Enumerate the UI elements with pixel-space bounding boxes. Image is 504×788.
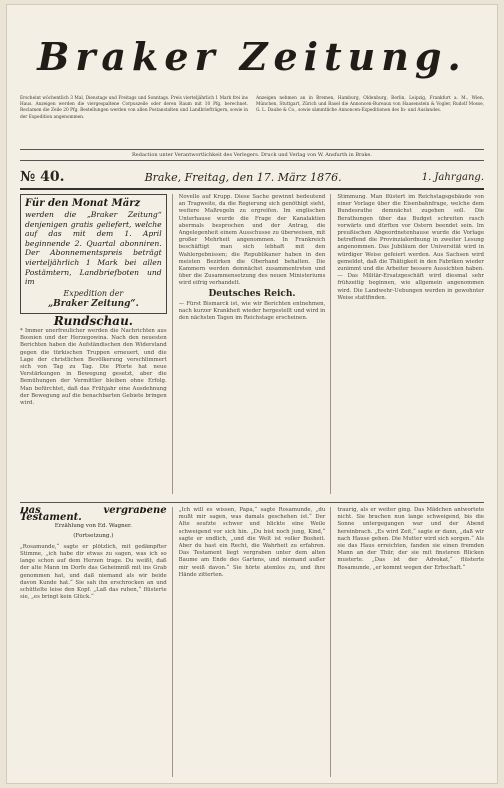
feuilleton-continuation: (Fortsetzung.) bbox=[73, 532, 114, 539]
imprint-block bbox=[20, 96, 484, 121]
column-3-text: Stimmung. Man flüstert im Reichstagsgebäude von einer Vorlage über die Eisenbahnfrage, welche dem Bundesrathe demnächst zugehen soll. Die Berathungen über das Budget schreiten rasch vorwärts und dürften vor Ostern beendet sein. Im preußischen Abgeordnetenhause wurde die Vorlage betreffend die Provinzialordnung in zweiter Lesung angenommen. Das Jubiläum der Universität wird in würdiger Weise gefeiert werden. Aus Sachsen wird gemeldet, daß die Thätigkeit in den Fabriken wieder zunimmt und die Arbeiter bessere Aussichten haben. — Das Militär-Ersatzgeschäft wird diesmal sehr frühzeitig beginnen, wie allgemein angenommen wird. Die Landwehr-Uebungen werden in gewohnter Weise stattfinden. bbox=[337, 194, 485, 301]
feuilleton-column bbox=[20, 507, 173, 777]
masthead-title: Braker Zeitung. bbox=[37, 34, 467, 79]
notice-heading: Für den Monat März bbox=[25, 198, 141, 209]
feuilleton-text: „Rosamunde,“ sagte er plötzlich, mit gedämpfter Stimme, „ich habe dir etwas zu sagen, was ich so lange schon auf dem Herzen trage. Du weißt, daß der alte Mann im Dorfe das Geheimniß mit ins Grab genommen hat, und daß niemand als wir beide davon Kunde hat.“ Sie sah ihn erschrocken an und schüttelte leise den Kopf. „Laß das ruhen,“ flüsterte sie, „es bringt kein Glück.“ bbox=[20, 543, 167, 601]
issue-date: Brake, Freitag, den 17. März 1876. bbox=[144, 170, 342, 184]
imprint-right: Anzeigen nehmen an in Bremen, Hamburg, Oldenburg, Berlin, Leipzig, Frankfurt a. M., Wien, München, Stuttgart, Zürich und Basel die Annoncen-Bureaux von Haasenstein & Vogler, Rudolf Mosse, G. L. Daube & Co., sowie sämmtliche Annoncen-Expeditionen des In- und Auslandes. bbox=[256, 96, 484, 114]
dateline bbox=[20, 166, 484, 190]
upper-columns bbox=[20, 194, 484, 494]
notice-paper-name: „Braker Zeitung“. bbox=[47, 298, 139, 309]
imprint-left: Erscheint wöchentlich 3 Mal, Dienstags und Freitags und Sonntags. Preis vierteljährlich 1 Mark frei ins Haus. Anzeigen werden die viergespaltene Corpuszeile oder deren Raum mit 10 Pfg. berechnet. Reclamen die Zeile 20 Pfg. Bestellungen werden von allen Postanstalten und Landbriefträgern, sowie in der Expedition angenommen. bbox=[20, 96, 248, 120]
redaction-line: Redaction unter Verantwortlichkeit des Verlegers. Druck und Verlag von W. Ansfurth in Brake. bbox=[20, 149, 484, 161]
story-column-2 bbox=[179, 507, 332, 777]
story-text-3: traurig, als er weiter ging. Das Mädchen antwortete nicht. Sie brachen nun lange schweigend, bis die Sonne untergegangen war und der Abend hereinbrach. „Es wird Zeit,“ sagte er dann, „daß wir nach Hause gehen. Die Mutter wird sich sorgen.“ Als sie das Haus erreichten, fanden sie einen fremden Mann an der Thür, der sie mit finsteren Blicken musterte. „Das ist der Advokat,“ flüsterte Rosamunde, „er kommt wegen der Erbschaft.“ bbox=[337, 507, 485, 571]
column-1 bbox=[20, 194, 173, 494]
subscription-notice bbox=[20, 194, 167, 314]
feuilleton-title: Das vergrabene Testament. bbox=[20, 507, 167, 524]
issue-year: 1. Jahrgang. bbox=[421, 171, 484, 183]
section-rundschau: Rundschau. bbox=[53, 313, 133, 328]
deutsches-reich-text: — Fürst Bismarck ist, wie wir Berichten entnehmen, nach kurzer Krankheit wieder hergestellt und wird in den nächsten Tagen im Reichstage erscheinen. bbox=[178, 300, 326, 322]
notice-body: werden die „Braker Zeitung“ denjenigen gratis geliefert, welche auf das mit dem 1. April beginnende 2. Quartal abonniren. Der Abonnementspreis beträgt vierteljährlich 1 Mark bei allen Postämtern, Landbriefboten und im bbox=[25, 210, 162, 287]
feuilleton-byline: Erzählung von Ed. Wagner. bbox=[54, 523, 132, 530]
column-3 bbox=[337, 194, 484, 494]
story-text-2: „Ich will es wissen, Papa,“ sagte Rosamunde, „du mußt mir sagen, was damals geschehen ist.“ Der Alte seufzte schwer und blickte eine Weile schweigend vor sich hin. „Du bist noch jung, Kind,“ sagte er endlich, „und die Welt ist voller Bosheit. Aber du hast ein Recht, die Wahrheit zu erfahren. Das Testament liegt vergraben unter dem alten Baume am Ende des Gartens, und niemand außer mir weiß davon.“ Sie hörte atemlos zu, und ihre Hände zitterten. bbox=[178, 507, 326, 578]
notice-expedition: Expedition der bbox=[63, 288, 124, 298]
issue-number: № 40. bbox=[20, 169, 65, 185]
story-column-3 bbox=[337, 507, 484, 777]
column-2-text: Novelle auf Krupp. Diese Sache gewinnt bedeutend an Tragweite, da die Regierung sich genöthigt sieht, weitere Maßregeln zu ergreifen. Im englischen Unterhause wurde die Frage der Kanalaktien abermals besprochen und der Antrag, die Angelegenheit einem Ausschusse zu überweisen, mit großer Mehrheit angenommen. In Frankreich beschäftigt man sich lebhaft mit den Wahlergebnissen; die Republikaner haben in den meisten Bezirken die Oberhand behalten. Die Kammern werden demnächst zusammentreten und über die Zusammensetzung des neuen Ministeriums wird eifrig verhandelt. bbox=[178, 194, 326, 287]
newspaper-page bbox=[6, 4, 498, 784]
rundschau-text: * Immer unerfreulicher werden die Nachrichten aus Bosnien und der Herzegowina. Nach den neuesten Berichten haben die Aufständischen den Widerstand gegen die türkischen Truppen erneuert, und die Lage der christlichen Bevölkerung verschlimmert sich von Tag zu Tag. Die Pforte hat neue Verstärkungen in Bewegung gesetzt, aber die Bemühungen der Vermittler bleiben ohne Erfolg. Man befürchtet, daß das Frühjahr eine Ausdehnung der Bewegung auf die benachbarten Gebiete bringen wird. bbox=[20, 327, 167, 406]
column-2 bbox=[179, 194, 332, 494]
section-deutsches-reich: Deutsches Reich. bbox=[208, 288, 296, 299]
lower-columns bbox=[20, 502, 484, 777]
